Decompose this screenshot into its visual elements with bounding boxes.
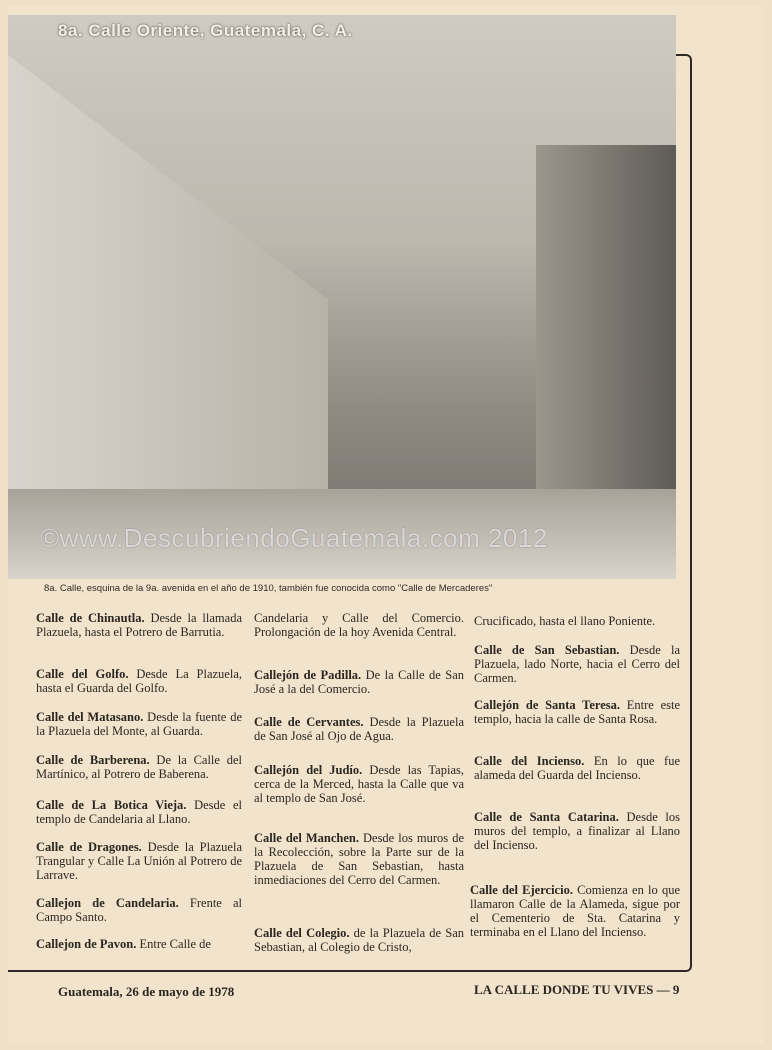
street-name: Calle del Incienso. xyxy=(474,754,585,768)
photo-title: 8a. Calle Oriente, Guatemala, C. A. xyxy=(58,21,353,40)
street-entry xyxy=(474,754,680,782)
street-entry xyxy=(254,611,464,639)
street-description: Entre Calle de xyxy=(136,937,211,951)
street-description: Desde las Tapias, cerca de la Merced, hasta la Calle que va al templo de San José. xyxy=(254,763,464,805)
street-description: Entre este templo, hacia la calle de Santa Rosa. xyxy=(474,698,680,726)
street-entry xyxy=(36,937,242,951)
street-description: Desde La Plazuela, hasta el Guarda del Golfo. xyxy=(36,667,242,695)
street-description: De la Calle de San José a la del Comercio. xyxy=(254,668,464,696)
street-description: Desde la Plazuela Trangular y Calle La Unión al Potrero de Larrave. xyxy=(36,840,242,882)
street-name: Calle de La Botica Vieja. xyxy=(36,798,187,812)
street-entry xyxy=(36,798,242,826)
street-name: Calle de San Sebastian. xyxy=(474,643,620,657)
street-name: Calle del Colegio. xyxy=(254,926,350,940)
street-description: En lo que fue alameda del Guarda del Incienso. xyxy=(474,754,680,782)
street-entry xyxy=(474,614,680,628)
street-description: Desde los muros del templo, a finalizar al Llano del Incienso. xyxy=(474,810,681,852)
street-name: Calle del Golfo. xyxy=(36,667,129,681)
street-description: Comienza en lo que llamaron Calle de la Alameda, sigue por el Cementerio de Sta. Catarina y terminaba en el Llano del Incienso. xyxy=(470,883,680,939)
street-entry xyxy=(254,831,464,887)
street-description: de la Plazuela de San Sebastian, al Colegio de Cristo, xyxy=(254,926,464,954)
street-description: De la Calle del Martínico, al Potrero de Baberena. xyxy=(36,753,242,781)
street-entry xyxy=(254,926,464,954)
street-entry xyxy=(36,840,242,882)
street-name: Callejón del Judío. xyxy=(254,763,363,777)
street-entry xyxy=(36,710,242,738)
historic-street-photo xyxy=(8,15,676,579)
street-description: Frente al Campo Santo. xyxy=(36,896,242,924)
street-name: Callejón de Padilla. xyxy=(254,668,362,682)
street-entry xyxy=(474,810,680,852)
street-name: Callejon de Candelaria. xyxy=(36,896,179,910)
street-entry xyxy=(254,668,464,696)
publication-date: Guatemala, 26 de mayo de 1978 xyxy=(58,984,235,999)
street-entry xyxy=(474,698,680,726)
street-entry xyxy=(36,753,242,781)
street-entry xyxy=(36,611,242,639)
street-entry xyxy=(474,643,680,685)
street-entry xyxy=(254,715,464,743)
watermark-text: ©www.DescubriendoGuatemala.com 2012 xyxy=(40,523,548,553)
street-name: Calle del Manchen. xyxy=(254,831,359,845)
street-name: Calle de Barberena. xyxy=(36,753,150,767)
street-description: Crucificado, hasta el llano Poniente. xyxy=(474,614,656,628)
street-entry xyxy=(470,883,680,939)
street-entry xyxy=(254,763,464,805)
street-name: Calle del Matasano. xyxy=(36,710,144,724)
page-footer-title: LA CALLE DONDE TU VIVES — 9 xyxy=(474,982,680,997)
photo-caption: 8a. Calle, esquina de la 9a. avenida en el año de 1910, también fue conocida como "Calle de Mercaderes" xyxy=(44,583,493,594)
building-right xyxy=(536,145,676,545)
street-entry xyxy=(36,667,242,695)
street-description: Desde los muros de la Recolección, sobre la Parte sur de la Plazuela de San Sebastian, hasta inmediaciones del Cerro del Carmen. xyxy=(254,831,464,887)
street-name: Calle de Chinautla. xyxy=(36,611,145,625)
street-name: Calle de Santa Catarina. xyxy=(474,810,619,824)
street-name: Calle del Ejercicio. xyxy=(470,883,573,897)
street-description: Desde la fuente de la Plazuela del Monte, al Guarda. xyxy=(36,710,242,738)
street-name: Callejón de Santa Teresa. xyxy=(474,698,621,712)
street-entry xyxy=(36,896,242,924)
street-name: Calle de Cervantes. xyxy=(254,715,364,729)
street-description: Desde el templo de Candelaria al Llano. xyxy=(36,798,242,826)
street-description: Candelaria y Calle del Comercio. Prolongación de la hoy Avenida Central. xyxy=(254,611,464,639)
street-description: Desde la Plazuela, lado Norte, hacia el Cerro del Carmen. xyxy=(474,643,680,685)
street-name: Callejon de Pavon. xyxy=(36,937,137,951)
street-description: Desde la llamada Plazuela, hasta el Potrero de Barrutia. xyxy=(36,611,242,639)
street-name: Calle de Dragones. xyxy=(36,840,142,854)
street-description: Desde la Plazuela de San José al Ojo de Agua. xyxy=(254,715,464,743)
building-left xyxy=(8,55,328,525)
